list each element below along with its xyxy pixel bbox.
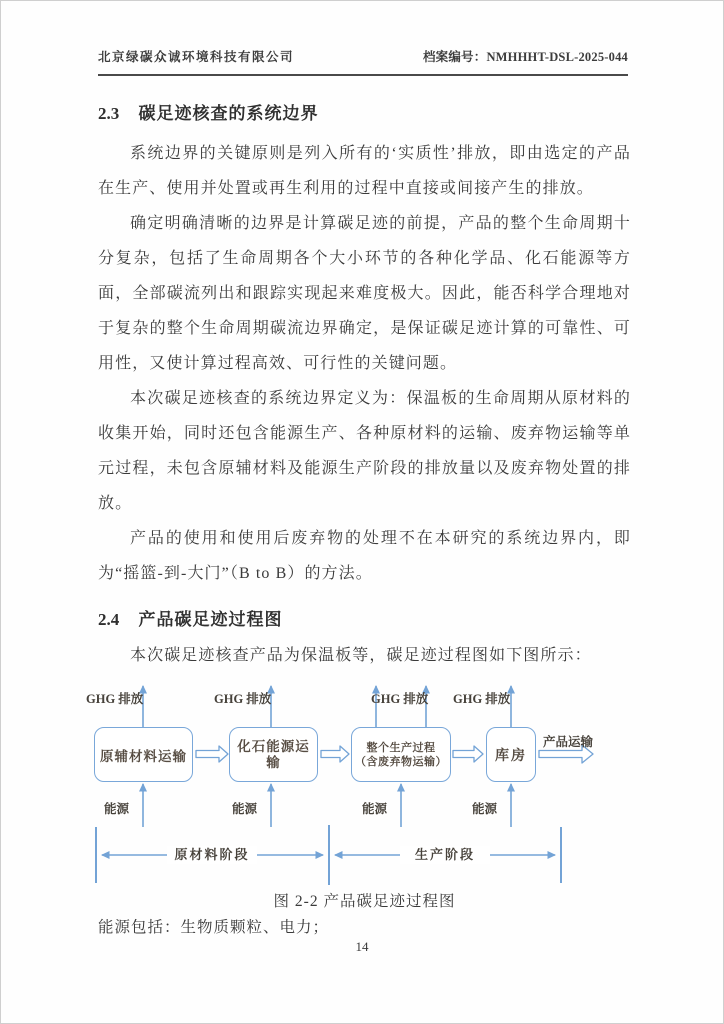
product-transport-label: 产品运输 <box>543 735 594 749</box>
section-number: 2.3 <box>98 104 120 123</box>
block-arrow <box>196 746 228 762</box>
ghg-emission-label: GHG 排放 <box>453 692 511 706</box>
section-title: 产品碳足迹过程图 <box>138 610 283 629</box>
flow-box-warehouse <box>486 727 536 782</box>
ghg-emission-label: GHG 排放 <box>371 692 429 706</box>
block-arrow <box>321 746 349 762</box>
archive-number: 档案编号：NMHHHT-DSL-2025-044 <box>422 50 628 64</box>
paragraph: 产品的使用和使用后废弃物的处理不在本研究的系统边界内，即为“摇篮-到-大门”（B to B）的方法。 <box>98 530 631 582</box>
flow-box-label: 化石能源运输 <box>237 738 310 770</box>
ghg-emission-label: GHG 排放 <box>214 692 272 706</box>
flow-box-fossil-energy-transport <box>229 727 318 782</box>
energy-label: 能源 <box>232 802 258 816</box>
flow-box-label: （含废弃物运输） <box>355 755 447 768</box>
flow-box-raw-material-transport <box>94 727 193 782</box>
energy-label: 能源 <box>472 802 498 816</box>
energy-label: 能源 <box>104 802 130 816</box>
section-heading-2-4 <box>98 605 631 630</box>
figure-caption: 图 2-2 产品碳足迹过程图 <box>273 893 456 910</box>
paragraph: 本次碳足迹核查的系统边界定义为：保温板的生命周期从原材料的收集开始，同时还包含能源生产、各种原材料的运输、废弃物运输等单元过程，未包含原辅材料及能源生产阶段的排放量以及废弃物处置的排放。 <box>98 390 631 512</box>
process-diagram <box>86 677 641 887</box>
page-header <box>98 47 628 76</box>
paragraph: 本次碳足迹核查产品为保温板等，碳足迹过程图如下图所示： <box>130 647 592 664</box>
section-heading-2-3 <box>98 99 631 124</box>
energy-label: 能源 <box>362 802 388 816</box>
stage-label-production: 生产阶段 <box>400 846 490 864</box>
flow-box-production-process <box>351 727 451 782</box>
flow-box-label: 整个生产过程 <box>366 741 436 754</box>
flow-box-label: 原辅材料运输 <box>100 748 187 764</box>
stage-label-raw-material: 原材料阶段 <box>167 846 257 864</box>
block-arrow <box>453 746 483 762</box>
ghg-emission-label: GHG 排放 <box>86 692 144 706</box>
page-body <box>86 99 631 937</box>
page-number: 14 <box>355 939 369 954</box>
section-title: 碳足迹核查的系统边界 <box>138 104 319 123</box>
paragraph: 确定明确清晰的边界是计算碳足迹的前提，产品的整个生命周期十分复杂，包括了生命周期各个大小环节的各种化学品、化石能源等方面，全部碳流列出和跟踪实现起来难度极大。因此，能否科学合理地对于复杂的整个生命周期碳流边界确定，是保证碳足迹计算的可靠性、可用性，又使计算过程高效、可行性的关键问题。 <box>98 215 631 372</box>
company-name: 北京绿碳众诚环境科技有限公司 <box>98 50 295 64</box>
energy-note: 能源包括：生物质颗粒、电力； <box>98 919 330 936</box>
paragraph: 系统边界的关键原则是列入所有的‘实质性’排放，即由选定的产品在生产、使用并处置或再生利用的过程中直接或间接产生的排放。 <box>98 145 631 197</box>
section-number: 2.4 <box>98 610 120 629</box>
flow-box-label: 库房 <box>495 748 527 764</box>
